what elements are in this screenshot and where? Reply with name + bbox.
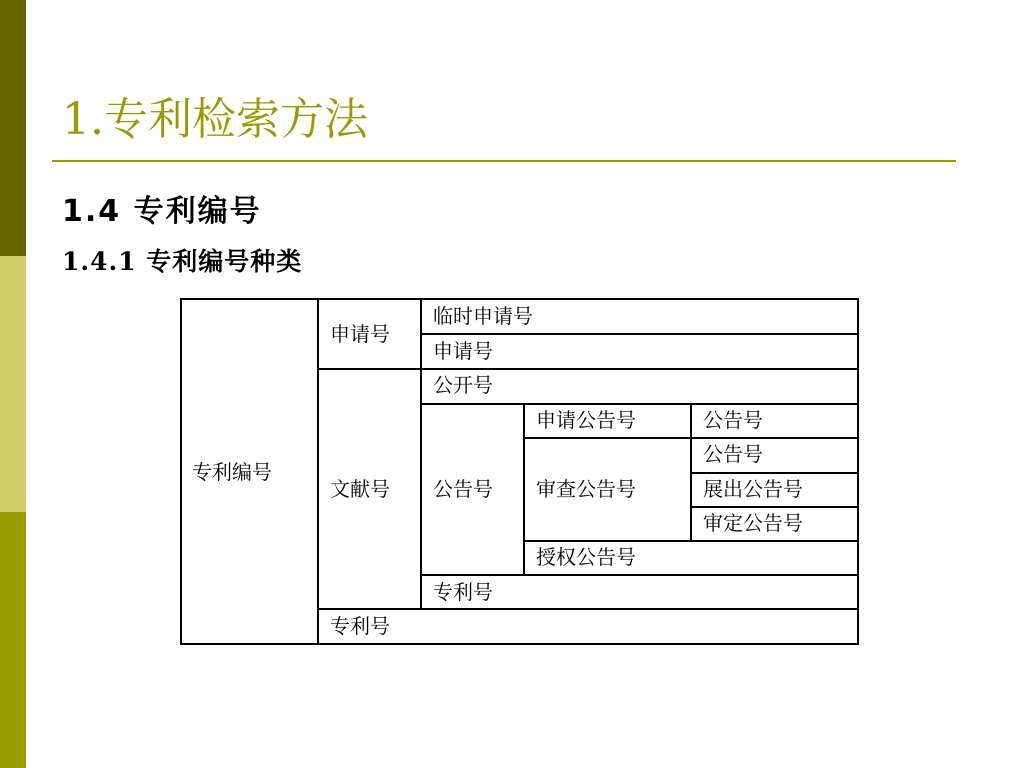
application-no-label: 申请号: [433, 339, 493, 363]
cell-patent-no: [317, 608, 859, 645]
grant-announcement-label: 授权公告号: [536, 545, 636, 569]
patent-no-inner-label: 专利号: [433, 580, 493, 604]
section-heading: 1.4 专利编号: [62, 194, 262, 229]
application-group-label: 申请号: [330, 322, 390, 346]
patent-no-label: 专利号: [330, 614, 390, 638]
announcement-no-1-label: 公告号: [703, 408, 763, 432]
announcement-no-2-label: 公告号: [703, 442, 763, 466]
exhibition-announcement-label: 展出公告号: [703, 477, 803, 501]
examination-announcement-label: 审查公告号: [536, 477, 636, 501]
title-divider: [52, 160, 956, 162]
slide-title: 1.专利检索方法: [62, 94, 368, 145]
document-group-label: 文献号: [330, 477, 390, 501]
sidebar-band-dark: [0, 0, 26, 256]
sidebar-band-mid: [0, 512, 26, 768]
sidebar-band-light: [0, 256, 26, 512]
announcement-group-label: 公告号: [433, 477, 493, 501]
approval-announcement-label: 审定公告号: [703, 511, 803, 535]
provisional-application-label: 临时申请号: [433, 304, 533, 328]
root-label: 专利编号: [192, 460, 272, 484]
subsection-heading: 1.4.1 专利编号种类: [62, 247, 303, 276]
publication-no-label: 公开号: [433, 373, 493, 397]
application-announcement-label: 申请公告号: [536, 408, 636, 432]
